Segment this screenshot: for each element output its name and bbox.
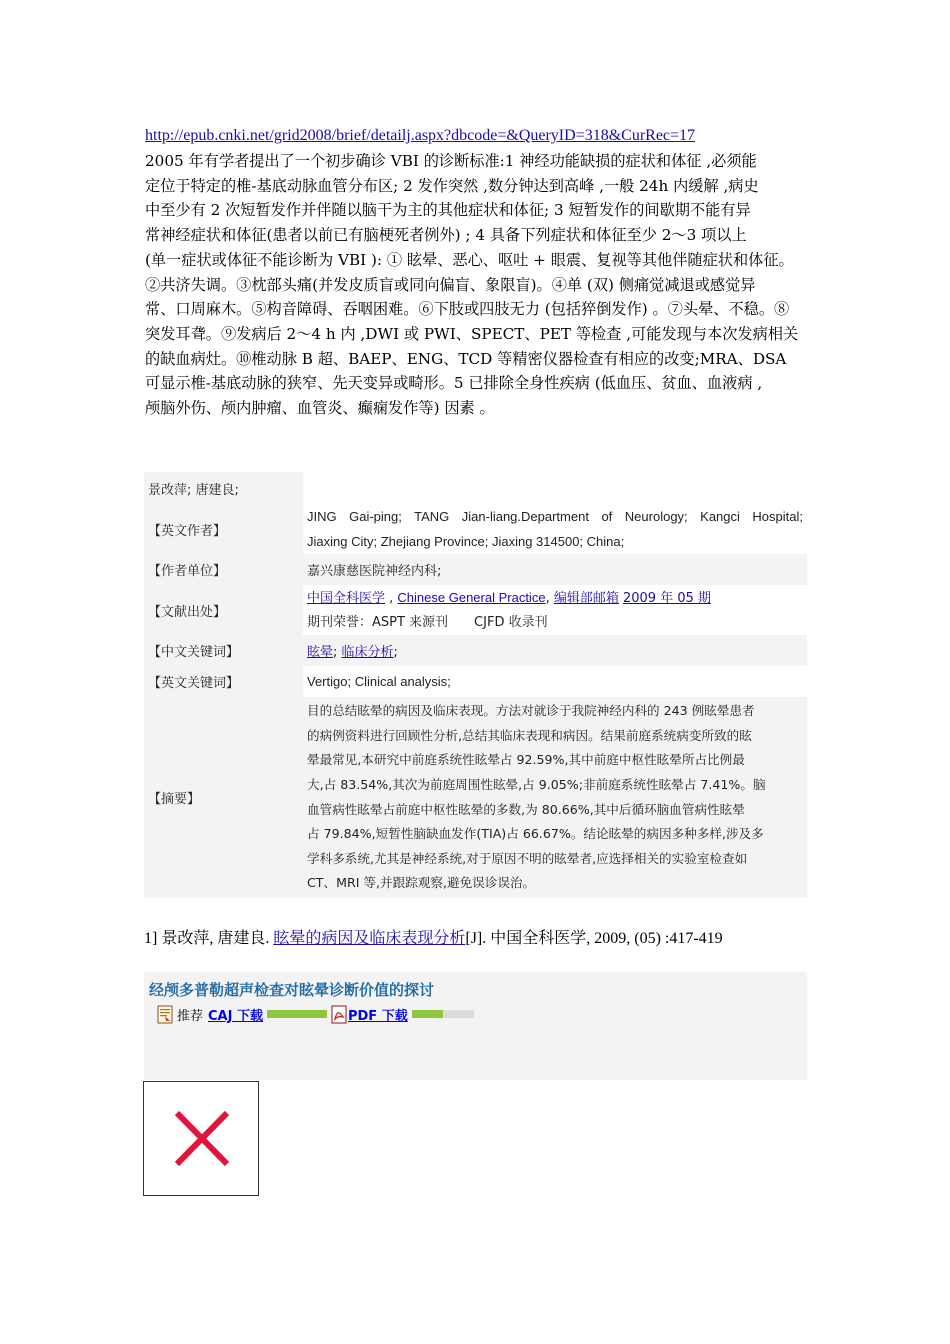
source-sep: , xyxy=(545,590,554,606)
paragraph-line: 突发耳聋。⑨发病后 2～4 h 内 ,DWI 或 PWI、SPECT、PET 等检查 ,可能发现与本次发病相关 xyxy=(145,324,799,343)
paragraph-line: 定位于特定的椎-基底动脉血管分布区; 2 发作突然 ,数分钟达到高峰 ,一般 24h 内缓解 ,病史 xyxy=(145,176,759,195)
en-keywords-label: 【英文关键词】 xyxy=(144,666,303,697)
keyword-end: ; xyxy=(393,645,398,660)
abstract-value xyxy=(303,697,807,898)
source-row xyxy=(144,585,807,635)
cn-keywords-label: 【中文关键词】 xyxy=(144,635,303,666)
abstract-line: 的病例资料进行回顾性分析,总结其临床表现和病因。结果前庭系统病变所致的眩 xyxy=(307,727,752,743)
recommend-label: 推荐 xyxy=(177,1008,204,1024)
paragraph-line: 2005 年有学者提出了一个初步确诊 VBI 的诊断标准:1 神经功能缺损的症状和体征 ,必须能 xyxy=(145,152,757,170)
paragraph-line: 常、口周麻木。⑤构音障碍、吞咽困难。⑥下肢或四肢无力 (包括猝倒发作) 。⑦头晕、不稳。⑧ xyxy=(145,300,790,319)
article-info-table xyxy=(144,472,807,898)
citation-title-link[interactable]: 眩晕的病因及临床表现分析 xyxy=(273,930,466,947)
broken-image-x-icon xyxy=(144,1082,258,1195)
caj-popularity-bar xyxy=(267,1010,327,1018)
journal-honor: 期刊荣誉：ASPT 来源刊 CJFD 收录刊 xyxy=(307,614,548,630)
en-authors-line: Jiaxing City; Zhejiang Province; Jiaxing 314500; China; xyxy=(307,534,625,549)
abstract-line: 占 79.84%,短暂性脑缺血发作(TIA)占 66.67%。结论眩晕的病因多种多样,涉及多 xyxy=(307,826,764,842)
abstract-line: 大,占 83.54%,其次为前庭周围性眩晕,占 9.05%;非前庭系统性眩晕占 7.41%。脑 xyxy=(307,776,766,792)
source-value xyxy=(303,585,807,635)
cn-keywords-row xyxy=(144,635,807,666)
source-label: 【文献出处】 xyxy=(144,585,303,635)
cn-keywords-value xyxy=(303,635,807,666)
paragraph-line: ②共济失调。③枕部头痛(并发皮质盲或同向偏盲、象限盲)。④单 (双) 侧痛觉减退或感觉异 xyxy=(145,275,756,294)
pdf-popularity-bar xyxy=(412,1010,474,1018)
recommended-article-title: 经颅多普勒超声检查对眩晕诊断价值的探讨 xyxy=(149,981,435,999)
paragraph-line: 可显示椎-基底动脉的狭窄、先天变异或畸形。5 已排除全身性疾病 (低血压、贫血、血液病 , xyxy=(145,374,763,393)
source-url-link[interactable]: http://epub.cnki.net/grid2008/brief/detailj.aspx?dbcode=&QueryID=318&CurRec=17 xyxy=(145,127,696,144)
paragraph-line: 颅脑外伤、颅内肿瘤、血管炎、癫痫发作等) 因素 。 xyxy=(145,399,495,418)
abstract-line: 学科多系统,尤其是神经系统,对于原因不明的眩晕者,应选择相关的实验室检查如 xyxy=(307,850,748,866)
citation xyxy=(144,925,723,948)
en-keywords-value: Vertigo; Clinical analysis; xyxy=(303,666,807,697)
pdf-popularity-fill xyxy=(412,1010,443,1018)
authors-row xyxy=(144,472,807,504)
paragraph-line: (单一症状或体征不能诊断为 VBI ): ① 眩晕、恶心、呕吐 + 眼震、复视等其他伴随症状和体征。 xyxy=(145,250,794,269)
abstract-label: 【摘要】 xyxy=(144,697,303,898)
en-authors-label: 【英文作者】 xyxy=(144,504,303,554)
abstract-row xyxy=(144,697,807,898)
abstract-line: CT、MRI 等,并跟踪观察,避免误诊误治。 xyxy=(307,875,536,891)
en-authors-row xyxy=(144,504,807,554)
affiliation-value: 嘉兴康慈医院神经内科; xyxy=(303,554,807,585)
citation-suffix: [J]. 中国全科医学, 2009, (05) :417-419 xyxy=(465,930,723,947)
keyword-link-vertigo[interactable]: 眩晕 xyxy=(307,645,334,660)
journal-en-link[interactable]: Chinese General Practice xyxy=(397,589,546,605)
citation-prefix: 1] 景改萍, 唐建良. xyxy=(144,930,274,947)
authors-cn-cell: 景改萍; 唐建良; xyxy=(144,472,303,504)
broken-image-placeholder xyxy=(143,1081,259,1196)
journal-cn-link[interactable]: 中国全科医学 xyxy=(307,590,386,606)
paragraph-line: 的缺血病灶。⑩椎动脉 B 超、BAEP、ENG、TCD 等精密仪器检查有相应的改变;MRA、DSA xyxy=(145,349,787,368)
download-row xyxy=(157,1004,478,1024)
source-sep: , xyxy=(385,590,398,606)
pdf-download-link[interactable]: PDF 下载 xyxy=(347,1008,408,1024)
caj-file-icon xyxy=(157,1005,174,1024)
en-authors-value xyxy=(303,504,807,554)
caj-popularity-fill xyxy=(267,1010,327,1018)
affiliation-label: 【作者单位】 xyxy=(144,554,303,585)
caj-download-link[interactable]: CAJ 下载 xyxy=(208,1008,263,1024)
vbi-criteria-paragraph xyxy=(145,149,817,421)
issue-link[interactable]: 2009 年 05 期 xyxy=(622,590,712,606)
abstract-line: 目的总结眩晕的病因及临床表现。方法对就诊于我院神经内科的 243 例眩晕患者 xyxy=(307,703,755,719)
abstract-line: 血管病性眩晕占前庭中枢性眩晕的多数,为 80.66%,其中后循环脑血管病性眩晕 xyxy=(307,801,745,817)
source-links-line xyxy=(307,586,803,611)
en-authors-line: JING Gai-ping; TANG Jian-liang.Department of Neurology; Kangci Hospital; xyxy=(307,509,803,524)
keyword-sep: ; xyxy=(333,645,342,660)
en-keywords-row xyxy=(144,666,807,697)
paragraph-line: 中至少有 2 次短暂发作并伴随以脑干为主的其他症状和体征; 3 短暂发作的间歇期不能有异 xyxy=(145,201,751,220)
authors-cn-empty xyxy=(303,472,807,504)
recommended-article-box xyxy=(144,972,807,1080)
pdf-file-icon xyxy=(331,1005,348,1024)
abstract-line: 晕最常见,本研究中前庭系统性眩晕占 92.59%,其中前庭中枢性眩晕所占比例最 xyxy=(307,752,745,768)
paragraph-line: 常神经症状和体征(患者以前已有脑梗死者例外) ; 4 具备下列症状和体征至少 2～3 项以上 xyxy=(145,226,747,245)
keyword-link-clinical-analysis[interactable]: 临床分析 xyxy=(341,645,394,660)
affiliation-row xyxy=(144,554,807,585)
editorial-mailbox-link[interactable]: 编辑部邮箱 xyxy=(553,590,619,606)
